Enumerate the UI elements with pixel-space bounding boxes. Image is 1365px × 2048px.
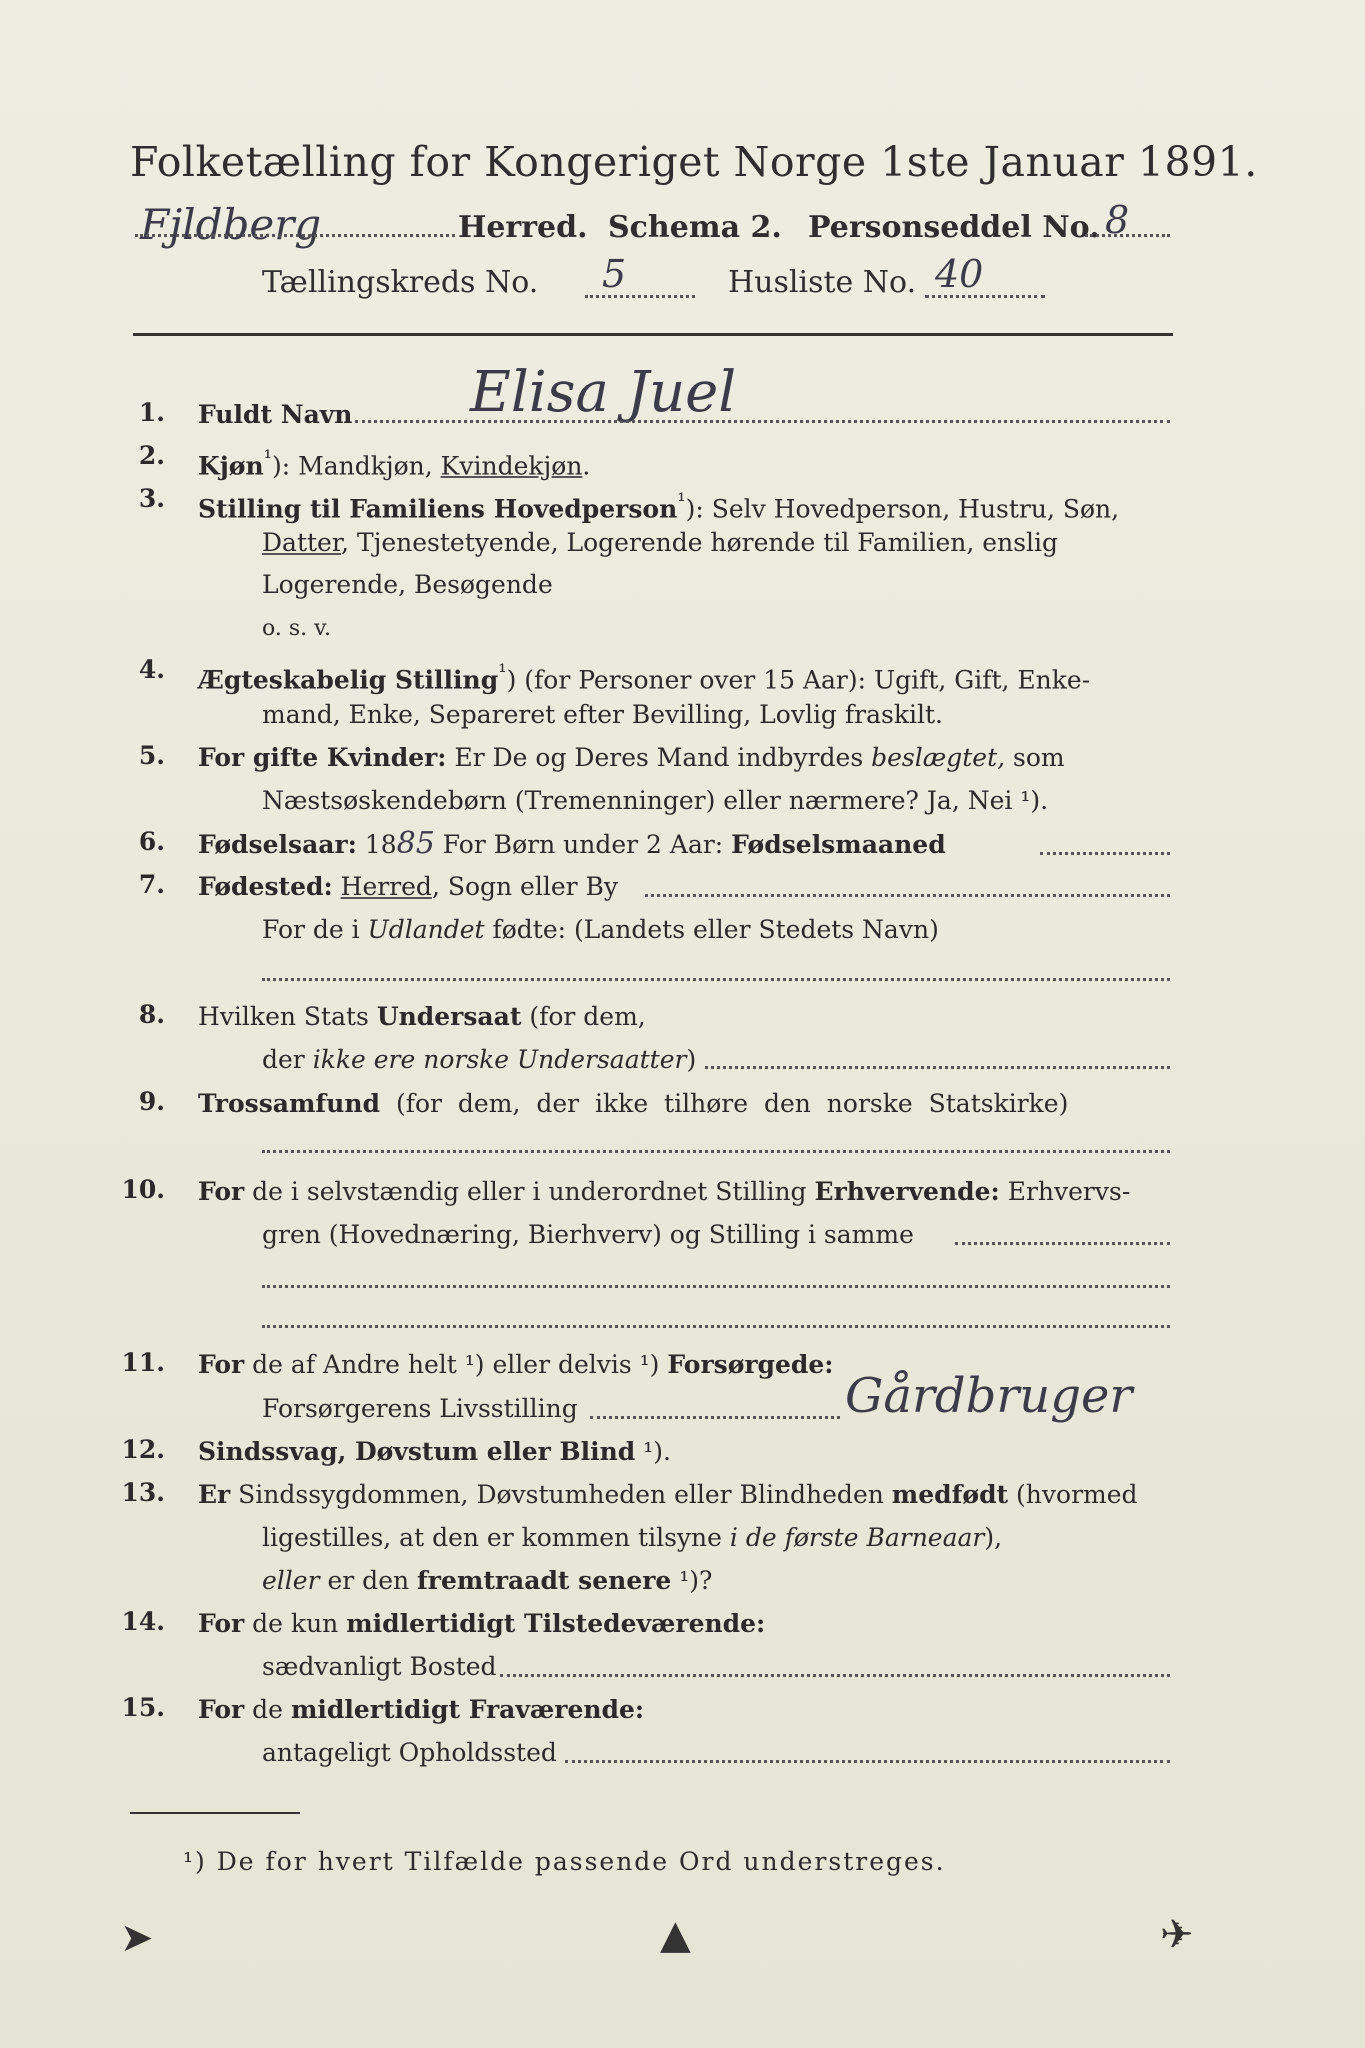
q15-line-1 bbox=[198, 1693, 644, 1727]
taellingskreds-value: 5 bbox=[602, 252, 627, 296]
personseddel-value: 8 bbox=[1105, 198, 1130, 242]
q11-occupation-value: Gårdbruger bbox=[845, 1368, 1133, 1424]
q15-label2: midlertidigt Fraværende: bbox=[290, 1695, 645, 1724]
q4-label: Ægteskabelig Stilling bbox=[198, 665, 499, 695]
q5-label: For gifte Kvinder: bbox=[198, 743, 447, 772]
q10-label1: For bbox=[198, 1177, 245, 1206]
q5-number: 5. bbox=[138, 741, 165, 770]
q7-label: Fødested: bbox=[198, 872, 333, 901]
q7-selected-option: Herred bbox=[340, 872, 432, 901]
q11-line-2: Forsørgerens Livsstilling bbox=[262, 1394, 578, 1423]
q10-number: 10. bbox=[121, 1175, 165, 1204]
q13-text1: Sindssygdommen, Døvstumheden eller Blindheden bbox=[230, 1480, 892, 1509]
q13-italic2: i de første Barneaar bbox=[729, 1523, 985, 1552]
q14-fill-line bbox=[500, 1674, 1170, 1677]
q13-text2b: ), bbox=[984, 1523, 1003, 1552]
q4-line-2: mand, Enke, Separeret efter Bevilling, Lovlig fraskilt. bbox=[262, 700, 943, 729]
q7-italic: Udlandet bbox=[367, 915, 485, 944]
q2-end: . bbox=[582, 451, 591, 481]
q10-line-2: gren (Hovednæring, Bierhverv) og Stilling i samme bbox=[262, 1220, 914, 1249]
q6-label2: Fødselsmaaned bbox=[731, 830, 946, 859]
q3-label: Stilling til Familiens Hovedperson bbox=[198, 494, 678, 524]
footnote: ¹) De for hvert Tilfælde passende Ord understreges. bbox=[183, 1847, 946, 1876]
q4-sup: ¹ bbox=[498, 660, 507, 684]
q5-line-2: Næstsøskendebørn (Tremenninger) eller nærmere? Ja, Nei ¹). bbox=[262, 786, 1049, 815]
q6-number: 6. bbox=[138, 827, 165, 856]
q1-number: 1. bbox=[138, 398, 165, 427]
q8-line-1 bbox=[198, 1000, 646, 1034]
q15-label1: For bbox=[198, 1695, 245, 1724]
q6-year-value: 85 bbox=[396, 826, 435, 861]
q6-text: For Børn under 2 Aar: bbox=[434, 830, 732, 859]
q11-text1: de af Andre helt ¹) eller delvis ¹) bbox=[244, 1350, 668, 1379]
q10-text1b: Erhvervs- bbox=[999, 1177, 1131, 1206]
q4-text1: ) (for Personer over 15 Aar): Ugift, Gift, Enke- bbox=[506, 665, 1091, 695]
q7-line-2 bbox=[262, 913, 939, 947]
q6-prefix: 18 bbox=[356, 830, 397, 859]
q7-text2a: For de i bbox=[262, 915, 368, 944]
q10-line-1 bbox=[198, 1175, 1130, 1209]
q2-text: ): Mandkjøn, bbox=[271, 451, 441, 481]
q13-label2: medfødt bbox=[891, 1480, 1009, 1509]
q7-text: , Sogn eller By bbox=[431, 872, 619, 901]
q13-label1: Er bbox=[198, 1480, 231, 1509]
q11-label2: Forsørgede: bbox=[667, 1350, 834, 1379]
q1-name-value: Elisa Juel bbox=[470, 360, 737, 425]
q3-line-4: o. s. v. bbox=[262, 616, 331, 641]
q9-number: 9. bbox=[138, 1087, 165, 1116]
q13-label3: fremtraadt senere bbox=[417, 1566, 672, 1595]
q7-text2b: fødte: (Landets eller Stedets Navn) bbox=[484, 915, 939, 944]
q5-text1b: som bbox=[1005, 743, 1065, 772]
q11-label1: For bbox=[198, 1350, 245, 1379]
q1-label: Fuldt Navn bbox=[198, 400, 353, 429]
q8-text2a: der bbox=[262, 1045, 313, 1074]
q14-label2: midlertidigt Tilstedeværende: bbox=[346, 1609, 766, 1638]
q5-text1: Er De og Deres Mand indbyrdes bbox=[446, 743, 872, 772]
q13-number: 13. bbox=[121, 1478, 165, 1507]
q8-fill-line bbox=[705, 1066, 1170, 1069]
q5-italic: beslægtet, bbox=[871, 743, 1006, 772]
q1-fill-line bbox=[355, 420, 1170, 423]
q13-line-3 bbox=[262, 1564, 712, 1598]
q2-sup: ¹ bbox=[263, 446, 272, 470]
form-title: Folketælling for Kongeriget Norge 1ste Januar 1891. bbox=[130, 138, 1258, 186]
header-rule bbox=[133, 333, 1173, 336]
q15-number: 15. bbox=[121, 1693, 165, 1722]
q6-line bbox=[198, 827, 946, 862]
q8-text1b: (for dem, bbox=[521, 1002, 646, 1031]
q14-line-1 bbox=[198, 1607, 765, 1641]
q11-line-1 bbox=[198, 1348, 834, 1382]
schema-label: Schema 2. bbox=[608, 210, 782, 245]
q13-italic3: eller bbox=[262, 1566, 320, 1595]
q10-fill-line bbox=[955, 1242, 1170, 1245]
taellingskreds-label: Tællingskreds No. bbox=[262, 265, 539, 300]
q7-number: 7. bbox=[138, 870, 165, 899]
q11-fill-line bbox=[590, 1416, 840, 1419]
q3-line-3: Logerende, Besøgende bbox=[262, 570, 553, 599]
q4-line-1 bbox=[198, 655, 1090, 697]
q6-label: Fødselsaar: bbox=[198, 830, 357, 859]
q6-fill-line bbox=[1040, 852, 1170, 855]
q2-label: Kjøn bbox=[198, 451, 264, 481]
q2-selected-option: Kvindekjøn bbox=[440, 451, 583, 481]
q8-text1a: Hvilken Stats bbox=[198, 1002, 377, 1031]
q13-text1b: (hvormed bbox=[1008, 1480, 1138, 1509]
q11-number: 11. bbox=[121, 1348, 165, 1377]
q3-text1: ): Selv Hovedperson, Hustru, Søn, bbox=[685, 494, 1120, 524]
registration-mark-center: ▲ bbox=[660, 1912, 691, 1958]
q15-line-2: antageligt Opholdssted bbox=[262, 1738, 557, 1767]
q3-sup: ¹ bbox=[677, 489, 686, 513]
q9-text: (for dem, der ikke tilhøre den norske Statskirke) bbox=[380, 1089, 1069, 1118]
q13-line-2 bbox=[262, 1521, 1002, 1555]
footnote-rule bbox=[130, 1812, 300, 1814]
q3-line-2 bbox=[262, 526, 1058, 560]
herred-label: Herred. bbox=[458, 210, 588, 245]
q8-text2b: ) bbox=[686, 1045, 697, 1074]
q13-line-1 bbox=[198, 1478, 1138, 1512]
personseddel-fill-line bbox=[1085, 234, 1170, 237]
q14-text1: de kun bbox=[244, 1609, 347, 1638]
taellingskreds-fill-line bbox=[585, 295, 695, 298]
q8-label: Undersaat bbox=[376, 1002, 522, 1031]
personseddel-label: Personseddel No. bbox=[808, 210, 1100, 245]
q10-answer-line-1 bbox=[262, 1285, 1170, 1288]
q3-line-1 bbox=[198, 484, 1119, 526]
q8-number: 8. bbox=[138, 1000, 165, 1029]
q14-label1: For bbox=[198, 1609, 245, 1638]
q3-selected-option: Datter bbox=[262, 528, 342, 557]
q7-line-1 bbox=[198, 870, 618, 904]
q13-text2a: ligestilles, at den er kommen tilsyne bbox=[262, 1523, 730, 1552]
q3-text2: , Tjenestetyende, Logerende hørende til Familien, enslig bbox=[341, 528, 1059, 557]
q9-answer-line bbox=[262, 1150, 1170, 1153]
husliste-label: Husliste No. bbox=[728, 265, 917, 300]
q7-fill-line bbox=[645, 894, 1170, 897]
q15-fill-line bbox=[565, 1760, 1170, 1763]
q12-number: 12. bbox=[121, 1435, 165, 1464]
q14-number: 14. bbox=[121, 1607, 165, 1636]
q3-number: 3. bbox=[138, 484, 165, 513]
q10-answer-line-2 bbox=[262, 1325, 1170, 1328]
q12-label: Sindssvag, Døvstum eller Blind bbox=[198, 1437, 636, 1466]
q2-number: 2. bbox=[138, 441, 165, 470]
q7-answer-line bbox=[262, 978, 1170, 981]
q15-text1: de bbox=[244, 1695, 291, 1724]
q4-number: 4. bbox=[138, 655, 165, 684]
q2-line bbox=[198, 441, 590, 483]
q12-line bbox=[198, 1435, 671, 1469]
husliste-fill-line bbox=[925, 295, 1045, 298]
registration-mark-right: ✈ bbox=[1160, 1912, 1194, 1958]
registration-mark-left: ➤ bbox=[120, 1915, 154, 1961]
q10-text1: de i selvstændig eller i underordnet Stilling bbox=[244, 1177, 815, 1206]
q8-line-2 bbox=[262, 1043, 696, 1077]
q9-line bbox=[198, 1087, 1068, 1121]
herred-fill-line bbox=[135, 234, 455, 237]
q5-line-1 bbox=[198, 741, 1065, 775]
q13-text3a: er den bbox=[319, 1566, 418, 1595]
q8-italic: ikke ere norske Undersaatter bbox=[312, 1045, 687, 1074]
q12-end: ¹). bbox=[635, 1437, 671, 1466]
q9-label: Trossamfund bbox=[198, 1089, 381, 1118]
q14-line-2: sædvanligt Bosted bbox=[262, 1652, 497, 1681]
q10-label2: Erhvervende: bbox=[814, 1177, 1000, 1206]
herred-value: Fjldberg bbox=[140, 200, 322, 249]
husliste-value: 40 bbox=[935, 252, 984, 296]
q13-text3b: ¹)? bbox=[671, 1566, 713, 1595]
